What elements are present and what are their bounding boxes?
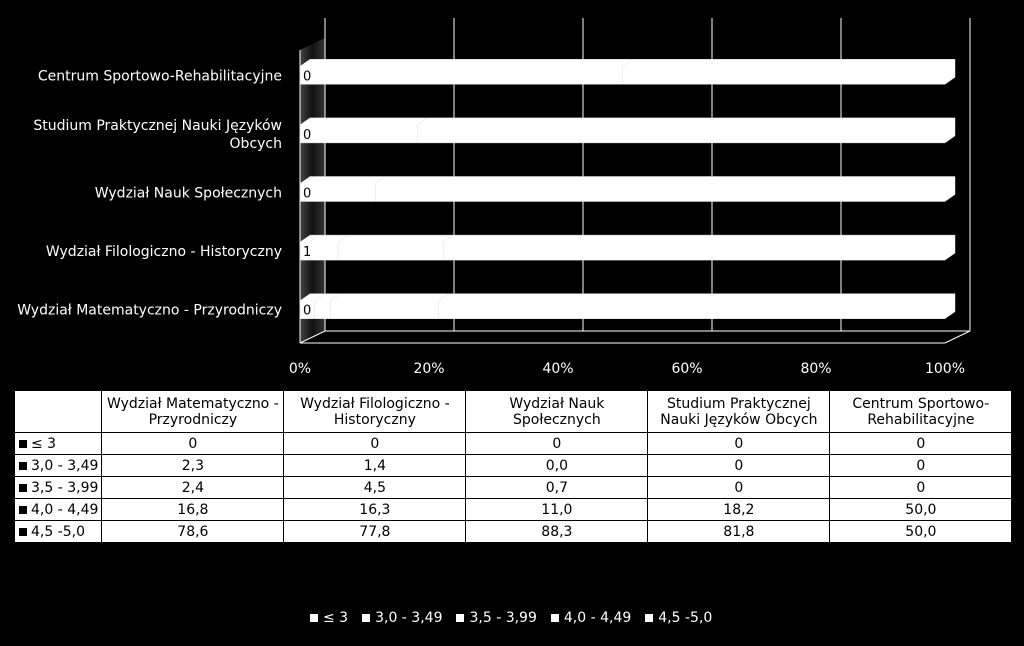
table-cell: 18,2	[648, 499, 830, 521]
table-cell: 0	[830, 433, 1012, 455]
table-cell: 81,8	[648, 521, 830, 543]
bar-start-label: 1	[303, 245, 312, 261]
category-label: Studium Praktycznej Nauki Języków	[33, 117, 282, 134]
table-column-header: Wydział Matematyczno - Przyrodniczy	[102, 391, 284, 433]
bar-segment	[623, 59, 956, 84]
bar-segment	[300, 118, 427, 143]
x-tick-label: 60%	[671, 361, 703, 377]
table-cell: 0	[648, 433, 830, 455]
x-tick-label: 0%	[288, 361, 312, 377]
category-label: Wydział Matematyczno - Przyrodniczy	[17, 302, 282, 319]
legend-label: ≤ 3	[323, 610, 349, 626]
legend-square-icon	[19, 462, 27, 470]
legend-square-icon	[362, 614, 370, 622]
x-tick-label: 100%	[924, 361, 966, 377]
table-row-header: 4,5 -5,0	[15, 521, 102, 543]
table-row	[15, 455, 1012, 477]
bar-start-label: 0	[303, 69, 312, 85]
legend-square-icon	[19, 440, 27, 448]
legend-label: 4,5 -5,0	[658, 610, 713, 626]
table-cell: 77,8	[284, 521, 466, 543]
legend-item	[645, 610, 712, 626]
legend-square-icon	[19, 528, 27, 536]
legend-square-icon	[551, 614, 559, 622]
bar-segment	[330, 294, 448, 319]
table-cell: 0,7	[466, 477, 648, 499]
data-table	[14, 390, 1012, 543]
category-label: Wydział Nauk Społecznych	[94, 185, 282, 202]
chart-floor	[300, 331, 970, 343]
bar-start-label: 0	[303, 303, 312, 319]
x-tick-label: 80%	[800, 361, 832, 377]
bar-segment	[439, 294, 955, 319]
table-cell: 2,3	[102, 455, 284, 477]
x-tick-label: 20%	[413, 361, 445, 377]
bar-segment	[300, 59, 633, 84]
chart-bars	[300, 59, 955, 318]
table-column-header: Wydział Nauk Społecznych	[466, 391, 648, 433]
table-cell: 4,5	[284, 477, 466, 499]
table-row-header: ≤ 3	[15, 433, 102, 455]
table-row	[15, 433, 1012, 455]
table-cell: 1,4	[284, 455, 466, 477]
table-cell: 0	[648, 477, 830, 499]
table-cell: 16,8	[102, 499, 284, 521]
category-label: Wydział Filologiczno - Historyczny	[45, 244, 282, 261]
bar-segment	[417, 118, 955, 143]
legend-square-icon	[19, 506, 27, 514]
table-row	[15, 477, 1012, 499]
table-cell: 0	[830, 455, 1012, 477]
table-column-header: Centrum Sportowo- Rehabilitacyjne	[830, 391, 1012, 433]
table-cell: 88,3	[466, 521, 648, 543]
table-row-header: 3,0 - 3,49	[15, 455, 102, 477]
category-label: Centrum Sportowo-Rehabilitacyjne	[37, 68, 282, 85]
table-row	[15, 521, 1012, 543]
table-cell: 0,0	[466, 455, 648, 477]
bar-segment	[375, 177, 955, 202]
table-cell: 0	[284, 433, 466, 455]
legend-label: 3,0 - 3,49	[375, 610, 443, 626]
chart-legend	[310, 610, 712, 626]
table-row	[15, 499, 1012, 521]
category-label: Obcych	[229, 135, 282, 152]
table-cell: 16,3	[284, 499, 466, 521]
table-row-header: 4,0 - 4,49	[15, 499, 102, 521]
table-column-header: Studium Praktycznej Nauki Języków Obcych	[648, 391, 830, 433]
legend-item	[310, 610, 348, 626]
bar-segment	[338, 235, 453, 260]
table-cell: 0	[830, 477, 1012, 499]
table-cell: 0	[648, 455, 830, 477]
legend-square-icon	[310, 614, 318, 622]
table-cell: 2,4	[102, 477, 284, 499]
legend-square-icon	[19, 484, 27, 492]
table-cell: 78,6	[102, 521, 284, 543]
table-body	[15, 433, 1012, 543]
legend-item	[456, 610, 536, 626]
bar-start-label: 0	[303, 127, 312, 143]
legend-square-icon	[456, 614, 464, 622]
legend-label: 4,0 - 4,49	[563, 610, 632, 626]
table-cell: 50,0	[830, 521, 1012, 543]
table-cell: 0	[466, 433, 648, 455]
table-row-header: 3,5 - 3,99	[15, 477, 102, 499]
x-tick-label: 40%	[542, 361, 574, 377]
table-column-header: Wydział Filologiczno - Historyczny	[284, 391, 466, 433]
table-cell: 0	[102, 433, 284, 455]
legend-item	[551, 610, 631, 626]
table-corner-cell	[15, 391, 102, 433]
table-cell: 11,0	[466, 499, 648, 521]
bar-start-label: 0	[303, 186, 312, 202]
bar-segment	[305, 177, 386, 202]
table-header-row	[15, 391, 1012, 433]
table-cell: 50,0	[830, 499, 1012, 521]
bar-segment	[443, 235, 955, 260]
legend-label: 3,5 - 3,99	[469, 610, 537, 626]
legend-square-icon	[645, 614, 653, 622]
legend-item	[362, 610, 442, 626]
